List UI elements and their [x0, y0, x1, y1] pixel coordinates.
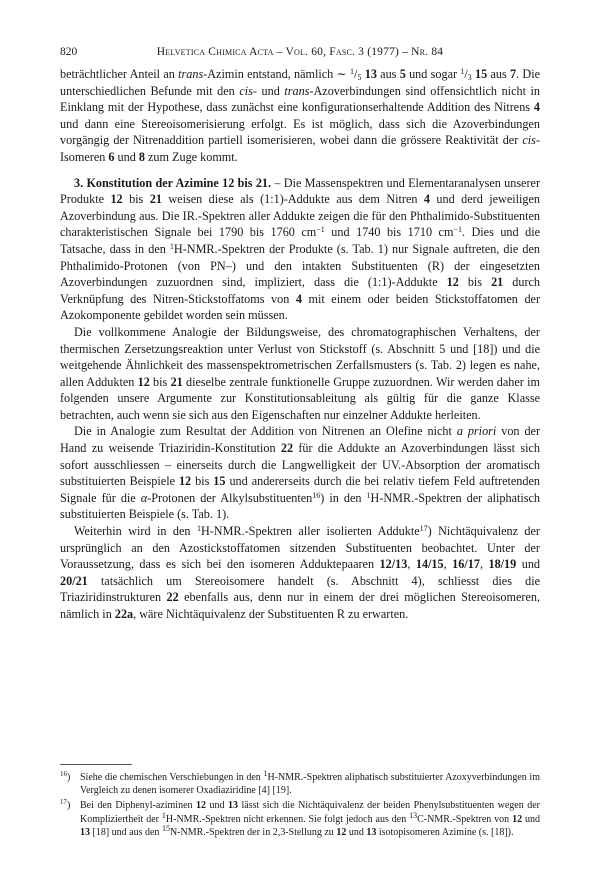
text-run: 16/17 — [452, 557, 480, 572]
running-header — [60, 44, 540, 60]
footnote-number: 16 — [60, 770, 67, 778]
text-run: tatsächlich um Stereoisomere handelt (s. Abschnitt 4), schliesst dies die Triaziridinstrukturen — [60, 573, 540, 605]
text-run: und — [522, 813, 540, 825]
text-run: bis — [149, 374, 171, 389]
text-run: 8 — [138, 149, 145, 164]
text-run: 22 — [280, 441, 294, 456]
text-run: und dann eine Stereoisomerisierung erfolgt. Es ist möglich, dass sich die Azoverbindungen vorgängig der Nitrenaddition partiell isomerisieren, wobei dann die grössere Reaktivität der — [60, 116, 540, 148]
text-run: und — [114, 149, 139, 164]
paragraph-p3 — [60, 324, 540, 424]
footnote-mark: $^{16}$) — [60, 770, 71, 783]
text-run: 1 — [263, 769, 268, 778]
text-run: aus — [487, 67, 510, 81]
text-run: isotopisomeren Azimine (s. [18]). — [376, 826, 514, 838]
text-run: 17 — [419, 524, 428, 534]
footnote-text — [80, 771, 540, 797]
text-run: -Azoverbindungen sind offensichtlich nicht in Einklang mit der Hypothese, dass zunächst eine konfigurationserhaltende Addition des Nitrens — [60, 83, 540, 115]
text-run: a priori — [456, 424, 497, 439]
text-run: - und — [252, 83, 285, 98]
text-run: und — [346, 826, 367, 838]
text-run: 3 — [467, 73, 472, 82]
text-run: 12 — [336, 826, 347, 838]
text-run: lässt sich die Nichtäquivalenz der beiden Phenylsubstituenten wegen der Kompliziertheit der — [80, 800, 540, 825]
text-run: 15 — [475, 67, 488, 81]
text-run: für die Addukte an Azoverbindungen lässt sich sofort ausschliessen – einerseits durch die Langwelligkeit der UV.-Absorption der aromatisch substituierten Beispiele — [60, 441, 540, 489]
text-run: 13 — [80, 826, 90, 838]
paragraph-p2 — [60, 175, 540, 324]
text-run: 12 — [137, 374, 150, 389]
footnote-rule — [60, 764, 132, 765]
text-run: . Dies und die Tatsache, dass in den — [60, 225, 541, 256]
text-run: 13 — [366, 826, 377, 838]
text-run: 16 — [312, 490, 321, 500]
text-run: H-NMR.-Spektren der Produkte (s. Tab. 1) nur Signale auftreten, die den Phthalimido-Protonen (von PN–) und den intakten Substituenten (R) der eingesetzten Azoverbindungen zuzuordnen sind, impliziert, dass die (1:1)-Addukte — [60, 241, 540, 290]
text-run: Weiterhin wird in den — [74, 524, 197, 539]
paragraph-p4 — [60, 423, 540, 523]
text-run: 1 — [196, 524, 201, 534]
text-run: 1 — [460, 67, 465, 76]
text-run: H-NMR.-Spektren aller isolierten Addukte — [200, 524, 420, 539]
page-number: 820 — [60, 46, 78, 58]
text-run: H-NMR.-Spektren der aliphatisch substituierten Beispiele (s. Tab. 1). — [60, 490, 540, 522]
text-run: 5 — [399, 67, 406, 81]
text-run: 4 — [533, 100, 540, 115]
text-run: 22a — [114, 607, 134, 621]
text-run: trans — [178, 67, 204, 81]
text-run: 21 — [491, 275, 504, 290]
footnote-17 — [60, 799, 540, 839]
text-run: 15 — [213, 474, 226, 489]
text-run: trans — [284, 83, 310, 98]
text-run: und — [516, 557, 541, 572]
text-run: und — [206, 800, 229, 812]
text-run: cis — [239, 83, 253, 98]
footnote-text — [80, 799, 540, 839]
text-run: aus — [376, 67, 400, 81]
text-run: -Azimin entstand, nämlich ∼ — [203, 67, 351, 81]
text-run: und 1740 bis 1710 cm — [324, 225, 454, 240]
text-run: , — [407, 557, 416, 572]
text-run: 21 — [149, 192, 162, 207]
text-run: , wäre Nichtäquivalenz der Substituenten R zu erwarten. — [133, 607, 409, 621]
text-run: . Die unterschiedlichen Befunde mit den — [60, 67, 541, 98]
text-run: / — [464, 67, 468, 81]
text-run: 13 — [364, 67, 377, 81]
text-run: −1 — [316, 225, 325, 235]
text-run: bis — [458, 275, 492, 290]
text-run: 20/21 — [60, 573, 88, 588]
text-run: weisen diese als (1:1)-Addukte aus dem Nitren — [161, 192, 424, 207]
text-run: 13 — [409, 810, 418, 820]
text-run: H-NMR.-Spektren nicht erkennen. Sie folgt jedoch aus den — [165, 813, 410, 825]
text-run: und andererseits durch die bei relativ tiefem Feld auftretenden Signale für die — [60, 474, 540, 505]
paragraph-p1 — [60, 66, 540, 166]
text-run: -Protonen der Alkylsubstituenten — [147, 490, 313, 505]
article-body — [60, 66, 540, 623]
text-run: – Die Massenspektren und Elementaranalysen unserer Produkte — [60, 175, 540, 207]
text-run: 22 — [166, 590, 179, 605]
footnote-mark: $^{17}$) — [60, 798, 71, 812]
text-run: mit einem oder beiden Stickstoffatomen der Azokomponente gebildet worden sein müssen. — [60, 291, 541, 323]
text-run: 12 — [178, 474, 192, 489]
footnotes — [60, 764, 540, 841]
text-run: 12/13 — [379, 557, 408, 572]
text-run: 5 — [357, 73, 362, 82]
text-run: ebenfalls aus, denn nur in einem der drei möglichen Stereoisomeren, nämlich in — [60, 590, 540, 621]
text-run: C-NMR.-Spektren von — [417, 813, 513, 825]
text-run: 14/15 — [415, 557, 444, 572]
text-run: 7 — [510, 67, 517, 81]
journal-title: Helvetica Chimica Acta – Vol. 60, Fasc. 3 (1977) – Nr. 84 — [156, 46, 444, 58]
text-run: 4 — [423, 192, 430, 207]
text-run: Die in Analogie zum Resultat der Addition von Nitrenen an Olefine nicht — [74, 424, 457, 439]
text-run: von der Hand zu weisende Triaziridin-Konstitution — [60, 424, 541, 456]
text-run: 6 — [108, 149, 115, 164]
text-run: ) Nichtäquivalenz der ursprünglich an den Azostickstoffatomen sitzenden Substituenten beobachtet. Unter der Voraussetzung, dass es sich bei den isomeren Adduktepaaren — [60, 524, 540, 572]
text-run: 21 — [170, 374, 183, 389]
text-run: 12 — [446, 275, 459, 290]
text-run: Siehe die chemischen Verschiebungen in den — [80, 772, 264, 783]
text-run: 3. Konstitution der Azimine 12 bis 21. — [74, 175, 272, 190]
text-run: [18] und aus den — [90, 826, 162, 838]
text-run: cis — [522, 133, 536, 148]
text-run: 18/19 — [488, 557, 517, 572]
text-run: und sogar — [405, 67, 461, 81]
footnote-number: 17 — [60, 798, 67, 807]
text-run: und derd jeweiligen Azoverbindung aus. Die IR.-Spektren aller Addukte zeigen die für den Phthalimido-Substituenten charakteristischen Signale bei 1790 bis 1760 cm — [60, 192, 540, 240]
text-run: zum Zuge kommt. — [144, 149, 238, 164]
text-run: -Isomeren — [60, 133, 540, 164]
text-run: ) in den — [320, 490, 367, 505]
footnote-16 — [60, 771, 540, 797]
text-run: 13 — [228, 800, 239, 812]
text-run: , — [479, 557, 489, 572]
text-run: bis — [122, 192, 150, 207]
text-run: 12 — [196, 800, 207, 812]
text-run: , — [443, 557, 453, 572]
text-run: −1 — [453, 225, 462, 235]
text-run: / — [354, 67, 358, 81]
text-run: 12 — [512, 813, 523, 825]
text-run: dieselbe zentrale funktionelle Gruppe zuzuordnen. Wir werden daher im folgenden unsere Argumente zur Konstitutionsableitung als gültig für die ganze Klasse betrachten, auch wenn sie sich aus den Eigenschaften nur einzelner Addukte herleiten. — [60, 374, 540, 422]
paragraph-p5 — [60, 523, 540, 623]
text-run: 15 — [161, 823, 170, 833]
text-run: Bei den Diphenyl-aziminen — [80, 800, 197, 812]
text-run: bis — [191, 474, 214, 489]
footnote-list — [60, 771, 540, 839]
text-run: 1 — [161, 810, 166, 820]
text-run: 1 — [169, 241, 174, 251]
text-run: durch Verknüpfung des Nitren-Stickstoffatoms von — [60, 275, 541, 306]
text-run: 1 — [366, 490, 371, 500]
text-run: α — [140, 490, 148, 505]
text-run: N-NMR.-Spektren der in 2,3-Stellung zu — [169, 826, 337, 838]
text-run: H-NMR.-Spektren aliphatisch substituierter Azoxyverbindungen im Vergleich zu denen isomerer Oxadiaziridine [4] [19]. — [80, 772, 540, 797]
text-run: 12 — [110, 192, 123, 207]
text-run: beträchtlicher Anteil an — [60, 67, 179, 81]
text-run: 4 — [295, 291, 302, 306]
text-run: 1 — [350, 67, 355, 76]
text-run: Die vollkommene Analogie der Bildungsweise, des chromatographischen Verhaltens, der thermischen Zersetzungsreaktion unter Verlust von Stickstoff (s. Abschnitt 5 und [18]) und die weitgehende Ähnlichkeit des massenspektrometrischen Zerfallsmusters (s. Tab. 2) legen es nahe, allen Addukten — [60, 324, 540, 389]
